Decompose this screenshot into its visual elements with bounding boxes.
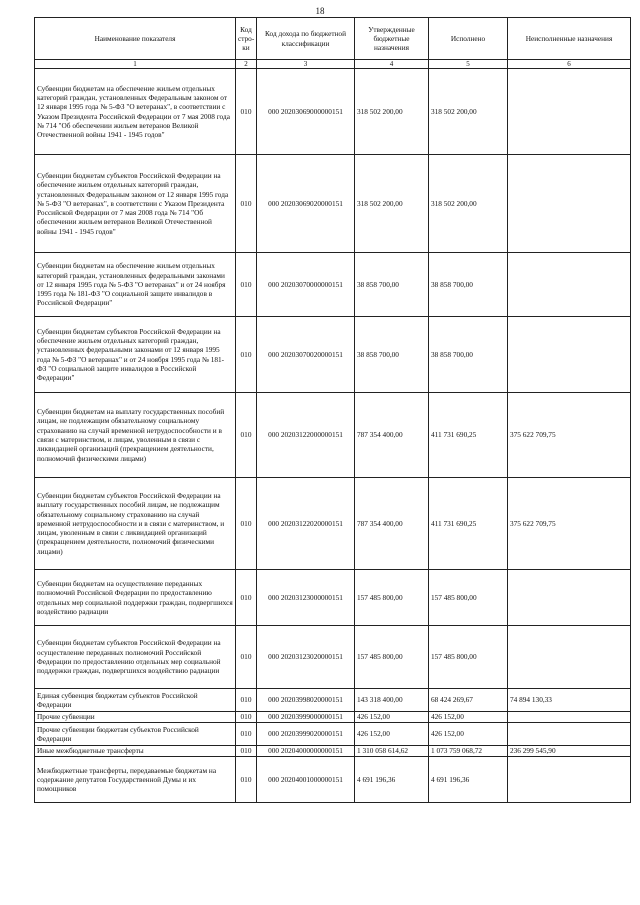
- unexecuted-amount: 375 622 709,75: [508, 393, 631, 478]
- budget-execution-table: [34, 17, 631, 803]
- line-code: 010: [236, 69, 257, 155]
- table-row: [35, 757, 631, 803]
- approved-amount: 1 310 058 614,62: [355, 746, 429, 757]
- line-code: 010: [236, 723, 257, 746]
- income-code: 000 20203123020000151: [257, 626, 355, 689]
- indicator-name: Субвенции бюджетам на осуществление переданных полномочий Российской Федерации по предоставлению отдельных мер социальной поддержки граждан, подвергшихся воздействию радиации: [35, 570, 236, 626]
- table-row: [35, 626, 631, 689]
- column-number: 5: [429, 60, 508, 69]
- line-code: 010: [236, 712, 257, 723]
- approved-amount: 426 152,00: [355, 712, 429, 723]
- indicator-name: Межбюджетные трансферты, передаваемые бюджетам на содержание депутатов Государственной Думы и их помощников: [35, 757, 236, 803]
- approved-amount: 318 502 200,00: [355, 69, 429, 155]
- table-row: [35, 689, 631, 712]
- income-code: 000 20203122000000151: [257, 393, 355, 478]
- indicator-name: Иные межбюджетные трансферты: [35, 746, 236, 757]
- approved-amount: 787 354 400,00: [355, 393, 429, 478]
- line-code: 010: [236, 746, 257, 757]
- indicator-name: Субвенции бюджетам субъектов Российской Федерации на выплату государственных пособий лицам, не подлежащим обязательному социальному страхованию на случай временной нетрудоспособности и в связи с материнством, и лицам, уволенным в связи с ликвидацией организаций (прекращением деятельности, полномочий физическими лицами): [35, 478, 236, 570]
- unexecuted-amount: 375 622 709,75: [508, 478, 631, 570]
- unexecuted-amount: 74 894 130,33: [508, 689, 631, 712]
- header-income-code: Код дохода по бюджетной классификации: [257, 18, 355, 60]
- unexecuted-amount: [508, 253, 631, 317]
- table-row: [35, 712, 631, 723]
- income-code: 000 20203069020000151: [257, 155, 355, 253]
- approved-amount: 157 485 800,00: [355, 626, 429, 689]
- approved-amount: 38 858 700,00: [355, 253, 429, 317]
- executed-amount: 411 731 690,25: [429, 478, 508, 570]
- line-code: 010: [236, 689, 257, 712]
- indicator-name: Прочие субвенции: [35, 712, 236, 723]
- line-code: 010: [236, 155, 257, 253]
- line-code: 010: [236, 393, 257, 478]
- indicator-name: Субвенции бюджетам субъектов Российской Федерации на обеспечение жильем отдельных категорий граждан, установленных федеральными законами от 12 января 1995 года № 5-ФЗ "О ветеранах" и от 24 ноября 1995 года № 181-ФЗ "О социальной защите инвалидов в Российской Федерации": [35, 317, 236, 393]
- header-line-code: Код стро-ки: [236, 18, 257, 60]
- executed-amount: 426 152,00: [429, 712, 508, 723]
- indicator-name: Субвенции бюджетам субъектов Российской Федерации на обеспечение жильем отдельных категорий граждан, установленных Федеральным законом от 12 января 1995 года № 5-ФЗ "О ветеранах", в соответствии с Указом Президента Российской Федерации от 7 мая 2008 года № 714 "Об обеспечении жильем ветеранов Великой Отечественной войны 1941 - 1945 годов": [35, 155, 236, 253]
- income-code: 000 20204000000000151: [257, 746, 355, 757]
- income-code: 000 20203069000000151: [257, 69, 355, 155]
- unexecuted-amount: [508, 69, 631, 155]
- executed-amount: 1 073 759 068,72: [429, 746, 508, 757]
- executed-amount: 426 152,00: [429, 723, 508, 746]
- approved-amount: 787 354 400,00: [355, 478, 429, 570]
- table-row: [35, 69, 631, 155]
- column-number-row: [35, 60, 631, 69]
- column-number: 3: [257, 60, 355, 69]
- column-number: 2: [236, 60, 257, 69]
- table-row: [35, 253, 631, 317]
- indicator-name: Субвенции бюджетам на обеспечение жильем отдельных категорий граждан, установленных Федеральным законом от 12 января 1995 года № 5-ФЗ "О ветеранах", в соответствии с Указом Президента Российской Федерации от 7 мая 2008 года № 714 "Об обеспечении жильем ветеранов Великой Отечественной войны 1941 - 1945 годов": [35, 69, 236, 155]
- line-code: 010: [236, 317, 257, 393]
- table-row: [35, 393, 631, 478]
- header-unexecuted: Неисполненные назначения: [508, 18, 631, 60]
- income-code: 000 20203999000000151: [257, 712, 355, 723]
- unexecuted-amount: [508, 317, 631, 393]
- unexecuted-amount: [508, 723, 631, 746]
- approved-amount: 38 858 700,00: [355, 317, 429, 393]
- approved-amount: 143 318 400,00: [355, 689, 429, 712]
- unexecuted-amount: [508, 712, 631, 723]
- approved-amount: 157 485 800,00: [355, 570, 429, 626]
- executed-amount: 318 502 200,00: [429, 155, 508, 253]
- indicator-name: Прочие субвенции бюджетам субъектов Российской Федерации: [35, 723, 236, 746]
- column-number: 4: [355, 60, 429, 69]
- executed-amount: 68 424 269,67: [429, 689, 508, 712]
- column-number: 6: [508, 60, 631, 69]
- income-code: 000 20203999020000151: [257, 723, 355, 746]
- line-code: 010: [236, 570, 257, 626]
- income-code: 000 20203123000000151: [257, 570, 355, 626]
- income-code: 000 20204001000000151: [257, 757, 355, 803]
- unexecuted-amount: [508, 155, 631, 253]
- executed-amount: 38 858 700,00: [429, 253, 508, 317]
- table-row: [35, 317, 631, 393]
- income-code: 000 20203122020000151: [257, 478, 355, 570]
- executed-amount: 4 691 196,36: [429, 757, 508, 803]
- table-row: [35, 723, 631, 746]
- header-row: [35, 18, 631, 60]
- table-row: [35, 746, 631, 757]
- header-indicator-name: Наименование показателя: [35, 18, 236, 60]
- approved-amount: 4 691 196,36: [355, 757, 429, 803]
- indicator-name: Субвенции бюджетам на выплату государственных пособий лицам, не подлежащим обязательному социальному страхованию на случай временной нетрудоспособности и в связи с материнством, и лицам, уволенным в связи с ликвидацией организаций (прекращением деятельности, полномочий физическими лицами): [35, 393, 236, 478]
- unexecuted-amount: [508, 626, 631, 689]
- page-number: 18: [315, 6, 325, 16]
- approved-amount: 318 502 200,00: [355, 155, 429, 253]
- indicator-name: Субвенции бюджетам на обеспечение жильем отдельных категорий граждан, установленных федеральными законами от 12 января 1995 года № 5-ФЗ "О ветеранах" и от 24 ноября 1995 года № 181-ФЗ "О социальной защите инвалидов в Российской Федерации": [35, 253, 236, 317]
- unexecuted-amount: 236 299 545,90: [508, 746, 631, 757]
- indicator-name: Субвенции бюджетам субъектов Российской Федерации на осуществление переданных полномочий Российской Федерации по предоставлению отдельных мер социальной поддержки граждан, подвергшихся воздействию радиации: [35, 626, 236, 689]
- executed-amount: 318 502 200,00: [429, 69, 508, 155]
- table-row: [35, 155, 631, 253]
- header-approved: Утвержденные бюджетные назначения: [355, 18, 429, 60]
- line-code: 010: [236, 757, 257, 803]
- income-code: 000 20203070020000151: [257, 317, 355, 393]
- header-executed: Исполнено: [429, 18, 508, 60]
- unexecuted-amount: [508, 570, 631, 626]
- line-code: 010: [236, 626, 257, 689]
- column-number: 1: [35, 60, 236, 69]
- table-row: [35, 478, 631, 570]
- unexecuted-amount: [508, 757, 631, 803]
- indicator-name: Единая субвенция бюджетам субъектов Российской Федерации: [35, 689, 236, 712]
- executed-amount: 157 485 800,00: [429, 570, 508, 626]
- income-code: 000 20203070000000151: [257, 253, 355, 317]
- table-row: [35, 570, 631, 626]
- executed-amount: 157 485 800,00: [429, 626, 508, 689]
- income-code: 000 20203998020000151: [257, 689, 355, 712]
- approved-amount: 426 152,00: [355, 723, 429, 746]
- executed-amount: 411 731 690,25: [429, 393, 508, 478]
- line-code: 010: [236, 478, 257, 570]
- line-code: 010: [236, 253, 257, 317]
- executed-amount: 38 858 700,00: [429, 317, 508, 393]
